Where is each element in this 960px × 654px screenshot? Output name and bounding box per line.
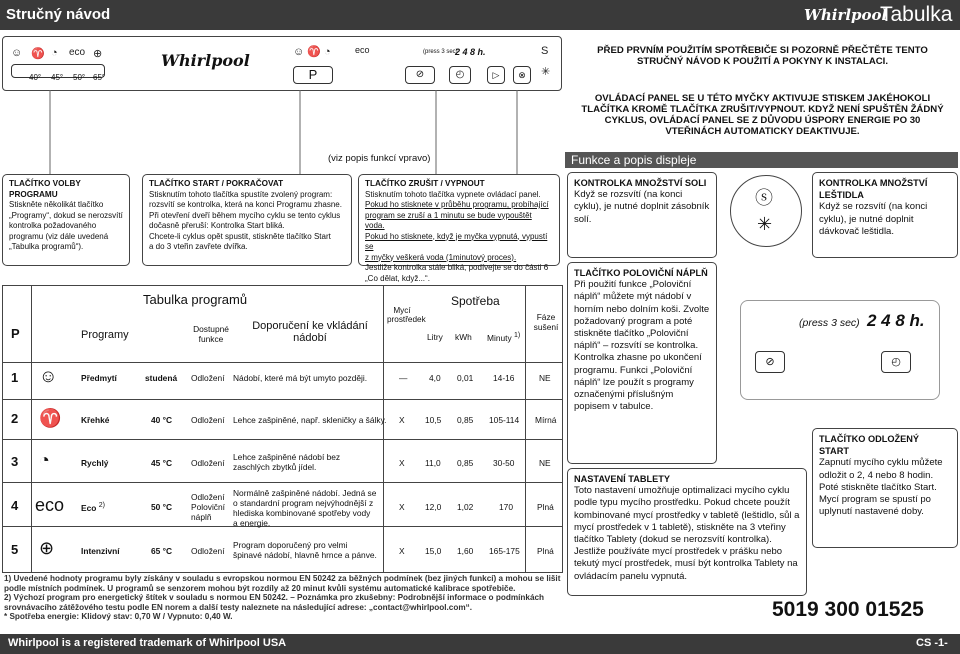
box-cancel-line: Pokud ho stisknete v průběhu programu, probíhající (365, 200, 549, 209)
col-drying-header: Fáze sušení (533, 312, 559, 332)
col-minutes-label: Minuty (487, 332, 512, 343)
program-name: Předmytí (81, 373, 117, 383)
col-kwh-header: kWh (455, 332, 472, 342)
box-cancel-line: program se zruší a 1 minutu se bude vypouštět voda. (365, 210, 532, 230)
row-number: 5 (11, 542, 19, 557)
program-liters: 12,0 (425, 502, 442, 512)
box-start-line: Chcete-li cyklus opět spustit, stiskněte tlačítko Start (149, 231, 331, 241)
col-p-header: P (11, 326, 20, 341)
box-start-line: a do 3 vteřin zavřete dvířka. (149, 242, 248, 251)
footnotes (4, 574, 564, 622)
program-detergent: — (399, 373, 408, 383)
program-table (2, 285, 563, 573)
program-functions: Odložení Poloviční náplň (191, 492, 225, 522)
page-title: Stručný návod (6, 6, 111, 23)
callout-lines (0, 90, 560, 180)
col-consumption-header: Spotřeba (451, 294, 500, 308)
footnote-energy: * Spotřeba energie: Klidový stav: 0,70 W / Vypnuto: 0,40 W. (4, 612, 233, 622)
col-recommendation-header: Doporučení ke vkládání nádobí (252, 320, 368, 344)
program-detergent: X (399, 546, 405, 556)
hours-label: 2 4 8 h. (455, 47, 486, 57)
program-liters: 11,0 (425, 458, 441, 468)
pot-program-icon: ⊕ (39, 538, 55, 558)
program-minutes: 14-16 (493, 373, 515, 383)
box-delay-start (812, 428, 958, 548)
row-number: 2 (11, 411, 19, 426)
header-bar (0, 0, 960, 30)
delay-button[interactable]: ◴ (449, 66, 471, 84)
press-3-sec-label: (press 3 sec) (799, 317, 860, 329)
temp-65: 65° (93, 73, 106, 82)
program-temp: 40 °C (151, 415, 173, 425)
box-start-line: dočasně přeruší: Kontrolka Start bliká. (149, 221, 285, 230)
functions-bar: Funkce a popis displeje (565, 152, 958, 168)
program-functions: Odložení (191, 415, 225, 425)
program-recommendation: Lehce zašpiněné, např. skleničky a šálky. (233, 415, 387, 425)
box-rinse-aid (812, 172, 958, 258)
box-cancel-line: Pokud ho stisknete, když je myčka vypnutá, vypustí se (365, 231, 548, 251)
program-name-eco (81, 502, 105, 513)
box-start-title: TLAČÍTKO START / POKRAČOVAT (149, 179, 284, 188)
row-number: 3 (11, 454, 19, 469)
box-program-select-text: Stiskněte několikát tlačítko „Programy“, dokud se nerozsvítí kontrolka požadovaného programu (viz dále uvedená „Tabulka programů“). (9, 200, 123, 251)
program-recommendation: Normálně zašpiněné nádobí. Jedná se o standardní program nejvýhodnější z hlediska kombinované spotřeby vody a energie. (233, 488, 377, 528)
box-cancel-title: TLAČÍTKO ZRUŠIT / VYPNOUT (365, 179, 485, 188)
program-minutes: 30-50 (493, 458, 515, 468)
panel-brand-logo: Whirlpool (161, 51, 250, 70)
box-cancel (358, 174, 560, 283)
prewash-icon: ☺ (11, 47, 23, 59)
temp-50: 50° (73, 73, 86, 82)
brand-logo: Whirlpool (804, 6, 888, 24)
program-recommendation: Lehce zašpiněné nádobí bez zaschlých zbytků jídel. (233, 452, 341, 472)
press-label: (press 3 sec) (423, 49, 458, 55)
box-cancel-line: „Co dělat, když...“. (365, 273, 430, 283)
control-panel (2, 36, 562, 91)
pot-icon: ⊕ (93, 48, 103, 60)
program-button[interactable]: P (293, 66, 333, 84)
program-detergent: X (399, 502, 405, 512)
program-minutes: 105-114 (489, 415, 520, 425)
box-start-line: rozsvítí se kontrolka, která na konci Programu zhasne. (149, 200, 342, 209)
product-code: 5019 300 01525 (772, 598, 924, 621)
box-salt-title: KONTROLKA MNOŽSTVÍ SOLI (574, 178, 707, 188)
footer-bar (0, 634, 960, 654)
salt-indicator-icon: ⓢ (755, 188, 773, 208)
box-program-select-title: TLAČÍTKO VOLBY PROGRAMU (9, 179, 81, 199)
program-name: Eco (81, 502, 97, 513)
program-name: Křehké (81, 415, 110, 425)
box-start-line: Stisknutím tohoto tlačítka spustíte zvolený program: (149, 189, 333, 199)
program-temp: studená (145, 373, 178, 383)
tablet-display-icon: ⊘ (755, 351, 785, 373)
program-kwh: 0,85 (457, 458, 474, 468)
warning-text-2: OVLÁDACÍ PANEL SE U TÉTO MYČKY AKTIVUJE STISKEM JAKÉHOKOLI TLAČÍTKA KROMĚ TLAČÍTKA ZRUŠIT/VYPNOUT. KDYŽ NENÍ SPUŠTĚN ŽÁDNÝ CYKLUS, OVLÁDACÍ PANEL SE Z DŮVODU ÚSPORY ENERGIE PO 30 VTEŘINÁCH AUTOMATICKY DEAKTIVUJE. (581, 93, 944, 137)
program-functions: Odložení (191, 458, 225, 468)
prewash-program-icon: ☺ (39, 366, 58, 386)
box-half-load-title: TLAČÍTKO POLOVIČNÍ NÁPLŇ (574, 268, 708, 278)
col-minutes-header (487, 332, 520, 343)
program-detergent: X (399, 458, 405, 468)
box-cancel-line: z myčky veškerá voda (1minutový proces). (365, 252, 517, 262)
rinse-aid-icon: ✳ (541, 66, 551, 78)
rinse-aid-indicator-icon: ✳ (757, 214, 773, 234)
program-kwh: 0,85 (457, 415, 474, 425)
program-minutes: 165-175 (489, 546, 520, 556)
indicator-circle (730, 175, 802, 247)
box-rinse-aid-text: Když se rozsvítí (na konci cyklu), je nutné doplnit dávkovač leštidla. (819, 201, 928, 237)
cancel-button[interactable]: ⊗ (513, 66, 531, 84)
row-number: 4 (11, 498, 19, 513)
delay-display (740, 300, 940, 400)
delay-hours-label: 2 4 8 h. (867, 311, 925, 330)
box-half-load-text: Při použití funkce „Poloviční náplň“ můžete mýt nádobí v horním nebo dolním koši. Zvolte požadovaný program a poté stiskněte tlačítko „Poloviční náplň“ – rozsvítí se kontrolka. Kontrolka zhasne po ukončení programu. Funkci „Poloviční náplň“ lze použít s programy označenými příslušným popisem v tabulce. (574, 279, 710, 413)
glass-program-icon: ♈ (39, 408, 62, 428)
box-start-line: Při otevření dveří během mycího cyklu se tento cyklus (149, 210, 341, 220)
col-liters-header: Litry (427, 332, 443, 342)
col-functions-header: Dostupné funkce (193, 324, 229, 344)
program-drying: NE (539, 373, 551, 383)
eco-program-icon: eco (35, 495, 65, 515)
quick-program-icon: ◔ (39, 450, 50, 470)
box-salt-text: Když se rozsvítí (na konci cyklu), je nutné doplnit zásobník solí. (574, 189, 710, 225)
tablet-button[interactable]: ⊘ (405, 66, 435, 84)
program-icons: ☺ ♈ ◔ (293, 46, 331, 58)
program-kwh: 1,02 (457, 502, 474, 512)
box-cancel-line: Jestliže kontrolka stále bliká, podívejte se do části 6 (365, 263, 549, 272)
box-salt (567, 172, 717, 258)
program-liters: 10,5 (425, 415, 442, 425)
box-delay-start-title: TLAČÍTKO ODLOŽENÝ START (819, 434, 920, 457)
quick-icon: ◔ (51, 47, 58, 59)
program-detergent: X (399, 415, 405, 425)
table-title: Tabulka programů (143, 292, 248, 307)
footnote-1: 1) Uvedené hodnoty programu byly získány v souladu s evropskou normou EN 50242 za běžných podmínek (bez jiných funkcí) a mohou se lišit podle místních podmínek. U programů se senzorem mohou být rozdíly až 20 minut kvůli systému automatické kalibrace spotřebiče. (4, 574, 561, 593)
eco-icon-small: eco (355, 45, 370, 55)
program-functions: Odložení (191, 373, 225, 383)
program-temp: 45 °C (151, 458, 173, 468)
program-drying: Plná (537, 502, 554, 512)
program-kwh: 0,01 (457, 373, 474, 383)
warning-text-1: PŘED PRVNÍM POUŽITÍM SPOTŘEBIČE SI POZORNĚ PŘEČTĚTE TENTO STRUČNÝ NÁVOD K POUŽITÍ A POKYNY K INSTALACI. (597, 45, 928, 67)
box-start (142, 174, 352, 266)
program-temp: 50 °C (151, 502, 173, 512)
eco-icon: eco (69, 47, 86, 58)
program-liters: 15,0 (425, 546, 442, 556)
box-delay-start-text: Zapnutí mycího cyklu můžete odložit o 2, 4 nebo 8 hodin. Poté stiskněte tlačítko Start. Mycí program se spustí po uplynutí nastavené doby. (819, 457, 943, 518)
salt-icon: S (541, 45, 549, 57)
program-name: Intenzivní (81, 546, 120, 556)
row-number: 1 (11, 370, 19, 385)
program-name: Rychlý (81, 458, 109, 468)
program-drying: Plná (537, 546, 554, 556)
header-tabulka: Tabulka (880, 3, 953, 26)
page-number: CS -1- (916, 637, 948, 649)
program-liters: 4,0 (429, 373, 441, 383)
box-tablets-text: Toto nastavení umožňuje optimalizaci mycího cyklu podle typu mycího prostředku. Pokud chcete použít kombinované mycí prostředky v tabletě (leštidlo, sůl a mycí prostředek v 1 tabletě), stiskněte na 3 vteřiny tlačítko Tablety (dokud se nerozsvítí kontrolka). Jestliže používáte mycí prostředek v prášku nebo tekutý mycí prostředek, musí být kontrolka Tablety na ovládacím panelu vypnutá. (574, 485, 800, 582)
box-tablets-title: NASTAVENÍ TABLETY (574, 474, 670, 484)
temp-45: 45° (51, 73, 64, 82)
program-recommendation: Program doporučený pro velmi špinavé nádobí, hlavně hrnce a pánve. (233, 540, 377, 560)
program-temp: 65 °C (151, 546, 173, 556)
box-tablets (567, 468, 807, 596)
see-description: (viz popis funkcí vpravo) (328, 153, 431, 164)
program-kwh: 1,60 (457, 546, 474, 556)
program-minutes: 170 (499, 502, 513, 512)
start-button[interactable]: ▷ (487, 66, 505, 84)
col-detergent-header: Mycí prostředek (387, 306, 426, 324)
eco-footnote-ref: 2) (98, 502, 105, 509)
minutes-footnote-ref: 1) (514, 332, 521, 339)
delay-clock-icon: ◴ (881, 351, 911, 373)
box-program-select (2, 174, 130, 266)
col-programs-header: Programy (81, 329, 129, 341)
program-recommendation: Nádobí, které má být umyto později. (233, 373, 368, 383)
program-functions: Odložení (191, 546, 225, 556)
box-half-load (567, 262, 717, 464)
glass-icon: ♈ (31, 48, 45, 60)
program-drying: NE (539, 458, 551, 468)
box-cancel-line: Stisknutím tohoto tlačítka vypnete ovládací panel. (365, 189, 541, 199)
program-drying: Mírná (535, 415, 557, 425)
trademark-text: Whirlpool is a registered trademark of Whirlpool USA (8, 637, 287, 649)
temp-40: 40° (29, 73, 42, 82)
box-rinse-aid-title: KONTROLKA MNOŽSTVÍ LEŠTIDLA (819, 178, 928, 201)
footnote-2: 2) Výchozí program pro energetický štítek v souladu s normou EN 50242. – Poznámka pro zkušebny: Podrobnější informace o podmínkách srovnávacího zátěžového testu podle EN norem a další testy naleznete na následující adrese: „contact@whirlpool.com“. (4, 593, 545, 612)
